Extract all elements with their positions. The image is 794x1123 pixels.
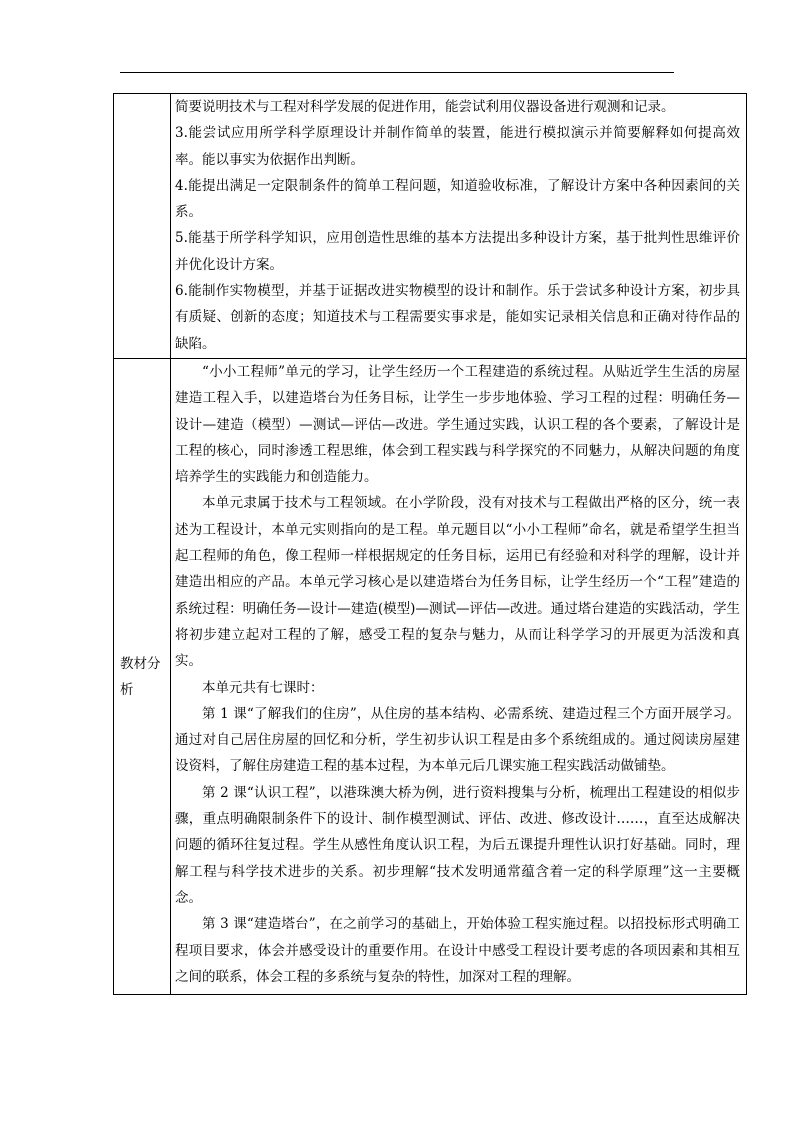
objective-paragraph: 4.能提出满足一定限制条件的简单工程问题，知道验收标准，了解设计方案中各种因素间的关系。: [175, 177, 740, 221]
objective-paragraph: 简要说明技术与工程对科学发展的促进作用，能尝试利用仪器设备进行观测和记录。: [175, 99, 675, 115]
objectives-content-cell: [171, 94, 747, 359]
row-label-cell: [114, 94, 171, 359]
lesson-plan-table: [113, 93, 747, 995]
row-label-material-analysis: 教材分析: [120, 655, 161, 698]
objective-paragraph: 3.能尝试应用所学科学原理设计并制作简单的装置，能进行模拟演示并简要解释如何提高效率。能以事实为依据作出判断。: [175, 125, 740, 168]
analysis-paragraph: 本单元隶属于技术与工程领域。在小学阶段，没有对技术与工程做出严格的区分，统一表述为工程设计，本单元实则指向的是工程。单元题目以“小小工程师”命名，就是希望学生担当起工程师的角色，像工程师一样根据规定的任务目标，运用已有经验和对科学的理解，设计并建造出相应的产品。本单元学习核心是以建造塔台为任务目标，让学生经历一个“工程”建造的系统过程：明确任务—设计—建造(模型)—测试—评估—改进。通过塔台建造的实践活动，学生将初步建立起对工程的了解，感受工程的复杂与魅力，从而让科学学习的开展更为活泼和真实。: [175, 495, 740, 670]
row-label-cell: [114, 359, 171, 995]
analysis-paragraph: 第 3 课“建造塔台”，在之前学习的基础上，开始体验工程实施过程。以招投标形式明确工程项目要求，体会并感受设计的重要作用。在设计中感受工程设计要考虑的各项因素和其相互之间的联系，体会工程的多系统与复杂的特性，加深对工程的理解。: [175, 916, 740, 985]
header-rule: [120, 72, 674, 73]
analysis-paragraph: 第 1 课“了解我们的住房”，从住房的基本结构、必需系统、建造过程三个方面开展学习。通过对自己居住房屋的回忆和分析，学生初步认识工程是由多个系统组成的。通过阅读房屋建设资料，了解住房建造工程的基本过程，为本单元后几课实施工程实践活动做铺垫。: [175, 705, 740, 775]
material-analysis-content-cell: [171, 359, 747, 995]
objective-paragraph: 5.能基于所学科学知识，应用创造性思维的基本方法提出多种设计方案，基于批判性思维评价并优化设计方案。: [175, 230, 740, 273]
analysis-paragraph: “小小工程师”单元的学习，让学生经历一个工程建造的系统过程。从贴近学生生活的房屋建造工程入手，以建造塔台为任务目标，让学生一步步地体验、学习工程的过程：明确任务—设计—建造（模型）—测试—评估—改进。学生通过实践，认识工程的各个要素，了解设计是工程的核心，同时渗透工程思维，体会到工程实践与科学探究的不同魅力，从解决问题的角度培养学生的实践能力和创造能力。: [175, 364, 740, 486]
objective-paragraph: 6.能制作实物模型，并基于证据改进实物模型的设计和制作。乐于尝试多种设计方案，初步具有质疑、创新的态度；知道技术与工程需要实事求是，能如实记录相关信息和正确对待作品的缺陷。: [175, 283, 740, 352]
analysis-paragraph: 第 2 课“认识工程”，以港珠澳大桥为例，进行资料搜集与分析，梳理出工程建设的相似步骤，重点明确限制条件下的设计、制作模型测试、评估、改进、修改设计……，直至达成解决问题的循环往复过程。学生从感性角度认识工程，为后五课提升理性认识打好基础。同时，理解工程与科学技术进步的关系。初步理解“技术发明通常蕴含着一定的科学原理”这一主要概念。: [175, 784, 740, 906]
table-row-material-analysis: [114, 359, 747, 995]
analysis-paragraph: 本单元共有七课时：: [202, 679, 324, 696]
table-row-objectives: [114, 94, 747, 359]
